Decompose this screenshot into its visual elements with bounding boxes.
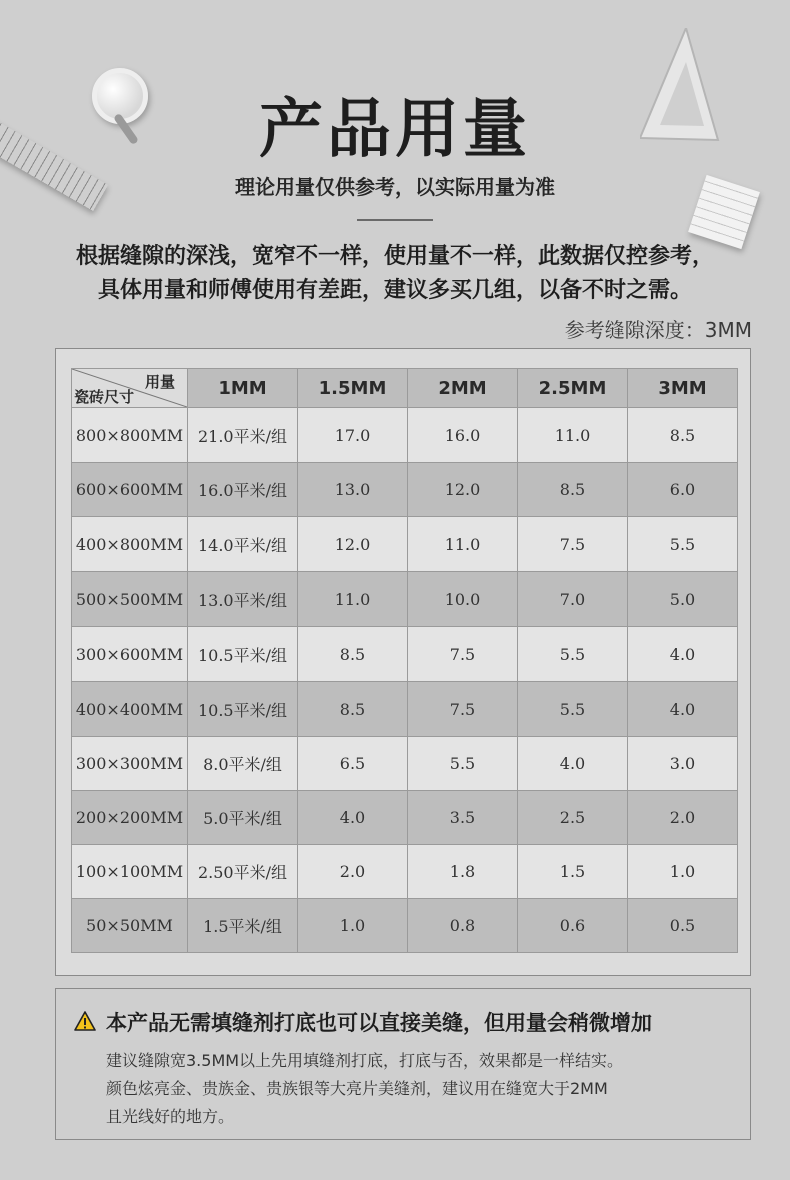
usage-cell: 0.5: [628, 899, 738, 953]
usage-cell: 12.0: [408, 463, 518, 517]
column-header: 1.5MM: [298, 369, 408, 408]
table-row: [72, 682, 738, 737]
page-title: 产品用量: [259, 93, 531, 167]
note-line-2: 颜色炫亮金、贵族金、贵族银等大亮片美缝剂，建议用在缝宽大于2MM: [106, 1079, 608, 1098]
usage-cell: 5.5: [518, 627, 628, 682]
usage-cell: 11.0: [408, 517, 518, 572]
usage-cell: 16.0: [408, 408, 518, 463]
usage-cell: 4.0: [298, 791, 408, 845]
usage-cell: 14.0平米/组: [188, 517, 298, 572]
tile-size-cell: 800×800MM: [72, 408, 188, 463]
corner-tile-size-label: 瓷砖尺寸: [74, 388, 135, 406]
table-row: [72, 627, 738, 682]
usage-cell: 1.5平米/组: [188, 899, 298, 953]
usage-cell: 8.5: [518, 463, 628, 517]
reference-depth-label: 参考缝隙深度：3MM: [564, 318, 752, 342]
corner-usage-label: 用量: [144, 373, 175, 391]
tile-size-cell: 100×100MM: [72, 845, 188, 899]
usage-cell: 4.0: [628, 682, 738, 737]
table-row: [72, 517, 738, 572]
usage-cell: 5.5: [628, 517, 738, 572]
tile-size-cell: 50×50MM: [72, 899, 188, 953]
tile-size-cell: 400×800MM: [72, 517, 188, 572]
usage-cell: 5.0平米/组: [188, 791, 298, 845]
tile-size-cell: 300×600MM: [72, 627, 188, 682]
note-body: [106, 1047, 736, 1131]
column-header: 3MM: [628, 369, 738, 408]
table-row: [72, 791, 738, 845]
tile-size-cell: 500×500MM: [72, 572, 188, 627]
warning-icon: [74, 1011, 96, 1031]
table-corner-cell: [72, 369, 188, 408]
usage-cell: 10.5平米/组: [188, 627, 298, 682]
usage-cell: 7.5: [518, 517, 628, 572]
table-row: [72, 408, 738, 463]
note-heading: 本产品无需填缝剂打底也可以直接美缝，但用量会稍微增加: [106, 1011, 652, 1035]
usage-cell: 7.0: [518, 572, 628, 627]
tile-size-cell: 400×400MM: [72, 682, 188, 737]
column-header: 2MM: [408, 369, 518, 408]
usage-cell: 6.0: [628, 463, 738, 517]
usage-cell: 0.8: [408, 899, 518, 953]
usage-cell: 16.0平米/组: [188, 463, 298, 517]
notice-line-2: 具体用量和师傅使用有差距，建议多买几组，以备不时之需。: [97, 278, 692, 303]
column-header: 2.5MM: [518, 369, 628, 408]
usage-cell: 6.5: [298, 737, 408, 791]
note-line-1: 建议缝隙宽3.5MM以上先用填缝剂打底，打底与否，效果都是一样结实。: [106, 1051, 624, 1070]
usage-cell: 7.5: [408, 682, 518, 737]
usage-cell: 2.0: [298, 845, 408, 899]
usage-cell: 2.5: [518, 791, 628, 845]
table-row: [72, 737, 738, 791]
table-row: [72, 845, 738, 899]
usage-cell: 8.5: [628, 408, 738, 463]
usage-cell: 10.5平米/组: [188, 682, 298, 737]
note-line-3: 且光线好的地方。: [106, 1107, 235, 1126]
usage-cell: 8.0平米/组: [188, 737, 298, 791]
table-row: [72, 572, 738, 627]
usage-notice: [20, 240, 770, 308]
column-header: 1MM: [188, 369, 298, 408]
tile-size-cell: 600×600MM: [72, 463, 188, 517]
usage-cell: 1.8: [408, 845, 518, 899]
usage-cell: 1.0: [298, 899, 408, 953]
usage-cell: 21.0平米/组: [188, 408, 298, 463]
table-header-row: [72, 369, 738, 408]
usage-cell: 8.5: [298, 627, 408, 682]
usage-note-box: [55, 988, 751, 1140]
usage-cell: 3.5: [408, 791, 518, 845]
tile-size-cell: 200×200MM: [72, 791, 188, 845]
usage-cell: 13.0: [298, 463, 408, 517]
usage-cell: 11.0: [518, 408, 628, 463]
usage-cell: 12.0: [298, 517, 408, 572]
usage-cell: 5.5: [408, 737, 518, 791]
usage-cell: 1.0: [628, 845, 738, 899]
table-row: [72, 463, 738, 517]
usage-cell: 2.0: [628, 791, 738, 845]
usage-cell: 7.5: [408, 627, 518, 682]
usage-cell: 5.0: [628, 572, 738, 627]
usage-cell: 10.0: [408, 572, 518, 627]
usage-cell: 4.0: [628, 627, 738, 682]
tile-size-cell: 300×300MM: [72, 737, 188, 791]
usage-table: [71, 368, 738, 953]
title-divider: [357, 219, 433, 221]
usage-cell: 17.0: [298, 408, 408, 463]
usage-cell: 8.5: [298, 682, 408, 737]
usage-cell: 4.0: [518, 737, 628, 791]
usage-cell: 2.50平米/组: [188, 845, 298, 899]
usage-cell: 5.5: [518, 682, 628, 737]
usage-cell: 1.5: [518, 845, 628, 899]
notice-line-1: 根据缝隙的深浅，宽窄不一样，使用量不一样，此数据仅控参考，: [75, 244, 714, 269]
page-subtitle: 理论用量仅供参考，以实际用量为准: [235, 175, 555, 199]
usage-cell: 0.6: [518, 899, 628, 953]
usage-cell: 3.0: [628, 737, 738, 791]
usage-cell: 11.0: [298, 572, 408, 627]
usage-cell: 13.0平米/组: [188, 572, 298, 627]
table-row: [72, 899, 738, 953]
